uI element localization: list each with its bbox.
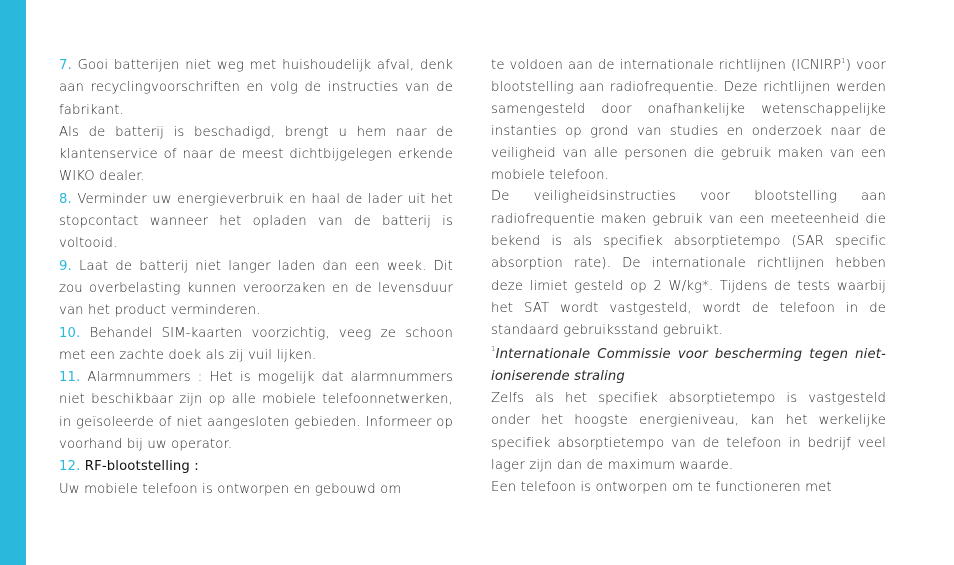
- footnote: [491, 344, 886, 389]
- list-item-7: [59, 55, 453, 122]
- footnote-text: Internationale Commissie voor bescherming tegen niet-ioniserende straling: [491, 346, 886, 384]
- item-number: 9.: [59, 258, 72, 274]
- accent-sidebar: [0, 0, 26, 565]
- item-text: Gooi batterijen niet weg met huishoudelijk afval, denk aan recyclingvoorschriften en volg de instructies van de fabrikant.: [59, 58, 454, 118]
- paragraph: Een telefoon is ontworpen om te functioneren met: [491, 480, 832, 496]
- paragraph: De veiligheidsinstructies voor blootstelling aan radiofrequentie maken gebruik van een meeteenheid die bekend is als specifiek absorptietempo (SAR specific absorption rate). De internationale richtlijnen hebben deze limiet gesteld op 2 W/kg*. Tijdens de tests waarbij het SAT wordt vastgesteld, wordt de telefoon in de standaard gebruiksstand gebruikt.: [491, 189, 886, 339]
- list-item-12: [59, 456, 453, 478]
- item-number: 12.: [59, 459, 81, 475]
- paragraph: Uw mobiele telefoon is ontworpen en gebouwd om: [59, 481, 402, 497]
- list-item-8: [59, 189, 453, 256]
- item-number: 8.: [59, 191, 72, 207]
- right-column: [491, 55, 886, 500]
- paragraph: [491, 55, 886, 186]
- paragraph-text: te voldoen aan de internationale richtlijnen (ICNIRP: [491, 58, 842, 73]
- item-text: Behandel SIM-kaarten voorzichtig, veeg ze schoon met een zachte doek als zij vuil lijken.: [59, 325, 453, 363]
- list-item-10: [59, 323, 453, 368]
- item-text: Laat de batterij niet langer laden dan een week. Dit zou overbelasting kunnen veroorzaken en de levensduur van het product verminderen.: [59, 258, 453, 319]
- footnote-reference: 1: [841, 57, 846, 65]
- list-item-11: [59, 367, 453, 456]
- paragraph: Zelfs als het specifiek absorptietempo is vastgesteld onder het hoogste energieniveau, kan het werkelijke specifiek absorptietempo van de telefoon in bedrijf veel lager zijn dan de maximum waarde.: [491, 391, 886, 473]
- paragraph: Als de batterij is beschadigd, brengt u hem naar de klantenservice of naar de meest dichtbijgelegen erkende WIKO dealer.: [59, 124, 453, 185]
- item-text: Verminder uw energieverbruik en haal de lader uit het stopcontact wanneer het opladen van de batterij is voltooid.: [59, 191, 454, 252]
- paragraph-text: ) voor blootstelling aan radiofrequentie. Deze richtlijnen werden samengesteld door onafhankelijke wetenschappelijke instanties op grond van studies en onderzoek naar de veiligheid van alle personen die gebruik maken van een mobiele telefoon.: [491, 58, 886, 183]
- item-number: 10.: [59, 325, 81, 341]
- item-number: 7.: [59, 58, 72, 73]
- section-heading: RF-blootstelling :: [84, 459, 199, 475]
- list-item-9: [59, 256, 453, 323]
- footnote-mark: 1: [491, 344, 496, 353]
- item-text: Alarmnummers : Het is mogelijk dat alarmnummers niet beschikbaar zijn op alle mobiele telefoonnetwerken, in geïsoleerde of niet aangesloten gebieden. Informeer op voorhand bij uw operator.: [59, 370, 453, 453]
- left-column: [59, 55, 453, 501]
- item-number: 11.: [59, 370, 81, 386]
